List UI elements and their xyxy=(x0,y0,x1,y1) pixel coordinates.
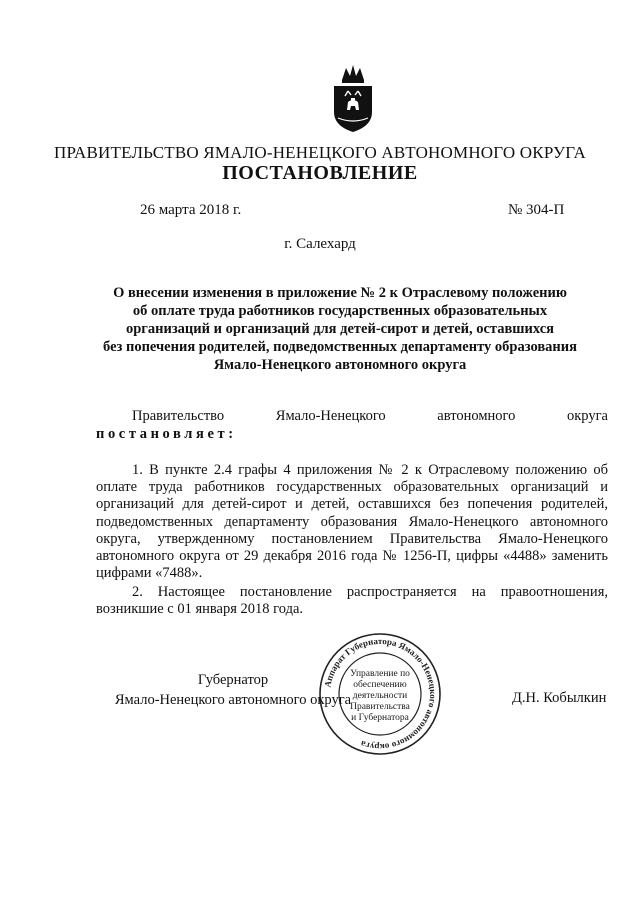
preamble-word: округа xyxy=(567,408,608,424)
document-type-title: ПОСТАНОВЛЕНИЕ xyxy=(222,162,418,184)
government-title: ПРАВИТЕЛЬСТВО ЯМАЛО-НЕНЕЦКОГО АВТОНОМНОГО ОКРУГА xyxy=(54,143,586,162)
subject-line: без попечения родителей, подведомственных департаменту образования xyxy=(103,339,577,355)
coat-of-arms-icon xyxy=(328,62,378,134)
signatory-position xyxy=(100,670,366,710)
preamble-word: Правительство xyxy=(132,408,225,424)
stamp-line: и Губернатора xyxy=(351,713,409,723)
resolves-word: постановляет: xyxy=(96,426,237,442)
preamble-word: Ямало-Ненецкого xyxy=(275,408,386,424)
subject-line: об оплате труда работников государственных образовательных xyxy=(132,303,548,319)
document-number: № 304-П xyxy=(508,202,565,218)
subject-line: О внесении изменения в приложение № 2 к Отраслевому положению xyxy=(113,285,567,301)
preamble xyxy=(132,408,608,425)
stamp-line: Управление по xyxy=(350,669,410,679)
stamp-line: деятельности xyxy=(352,691,408,701)
preamble-word: автономного xyxy=(437,408,516,424)
subject-line: организаций и организаций для детей-сирот и детей, оставшихся xyxy=(125,321,555,337)
paragraph-2: 2. Настоящее постановление распространяется на правоотношения, возникшие с 01 января 2018 года. xyxy=(96,584,608,618)
stamp-line: обеспечению xyxy=(353,680,407,690)
document-city: г. Салехард xyxy=(284,236,356,252)
document-date: 26 марта 2018 г. xyxy=(140,202,242,218)
signatory-region: Ямало-Ненецкого автономного округа xyxy=(114,692,352,708)
signatory-title: Губернатор xyxy=(197,672,269,688)
subject-line: Ямало-Ненецкого автономного округа xyxy=(213,357,467,373)
signatory-name: Д.Н. Кобылкин xyxy=(512,690,607,706)
stamp-ring-text: Аппарат Губернатора Ямало-Ненецкого автономного округа xyxy=(322,635,439,753)
document-subject xyxy=(90,284,590,374)
paragraph-1: 1. В пункте 2.4 графы 4 приложения № 2 к Отраслевому положению об оплате труда работников государственных образовательных организаций и организаций для детей-сирот и детей, оставшихся без попечения родителей, подведомственных департаменту образования Ямало-Ненецкого автономного округа, утвержденному постановлением Правительства Ямало-Ненецкого автономного округа от 29 декабря 2016 года № 1256-П, цифры «4488» заменить цифрами «7488». xyxy=(96,462,608,582)
stamp-line: Правительства xyxy=(350,702,410,712)
